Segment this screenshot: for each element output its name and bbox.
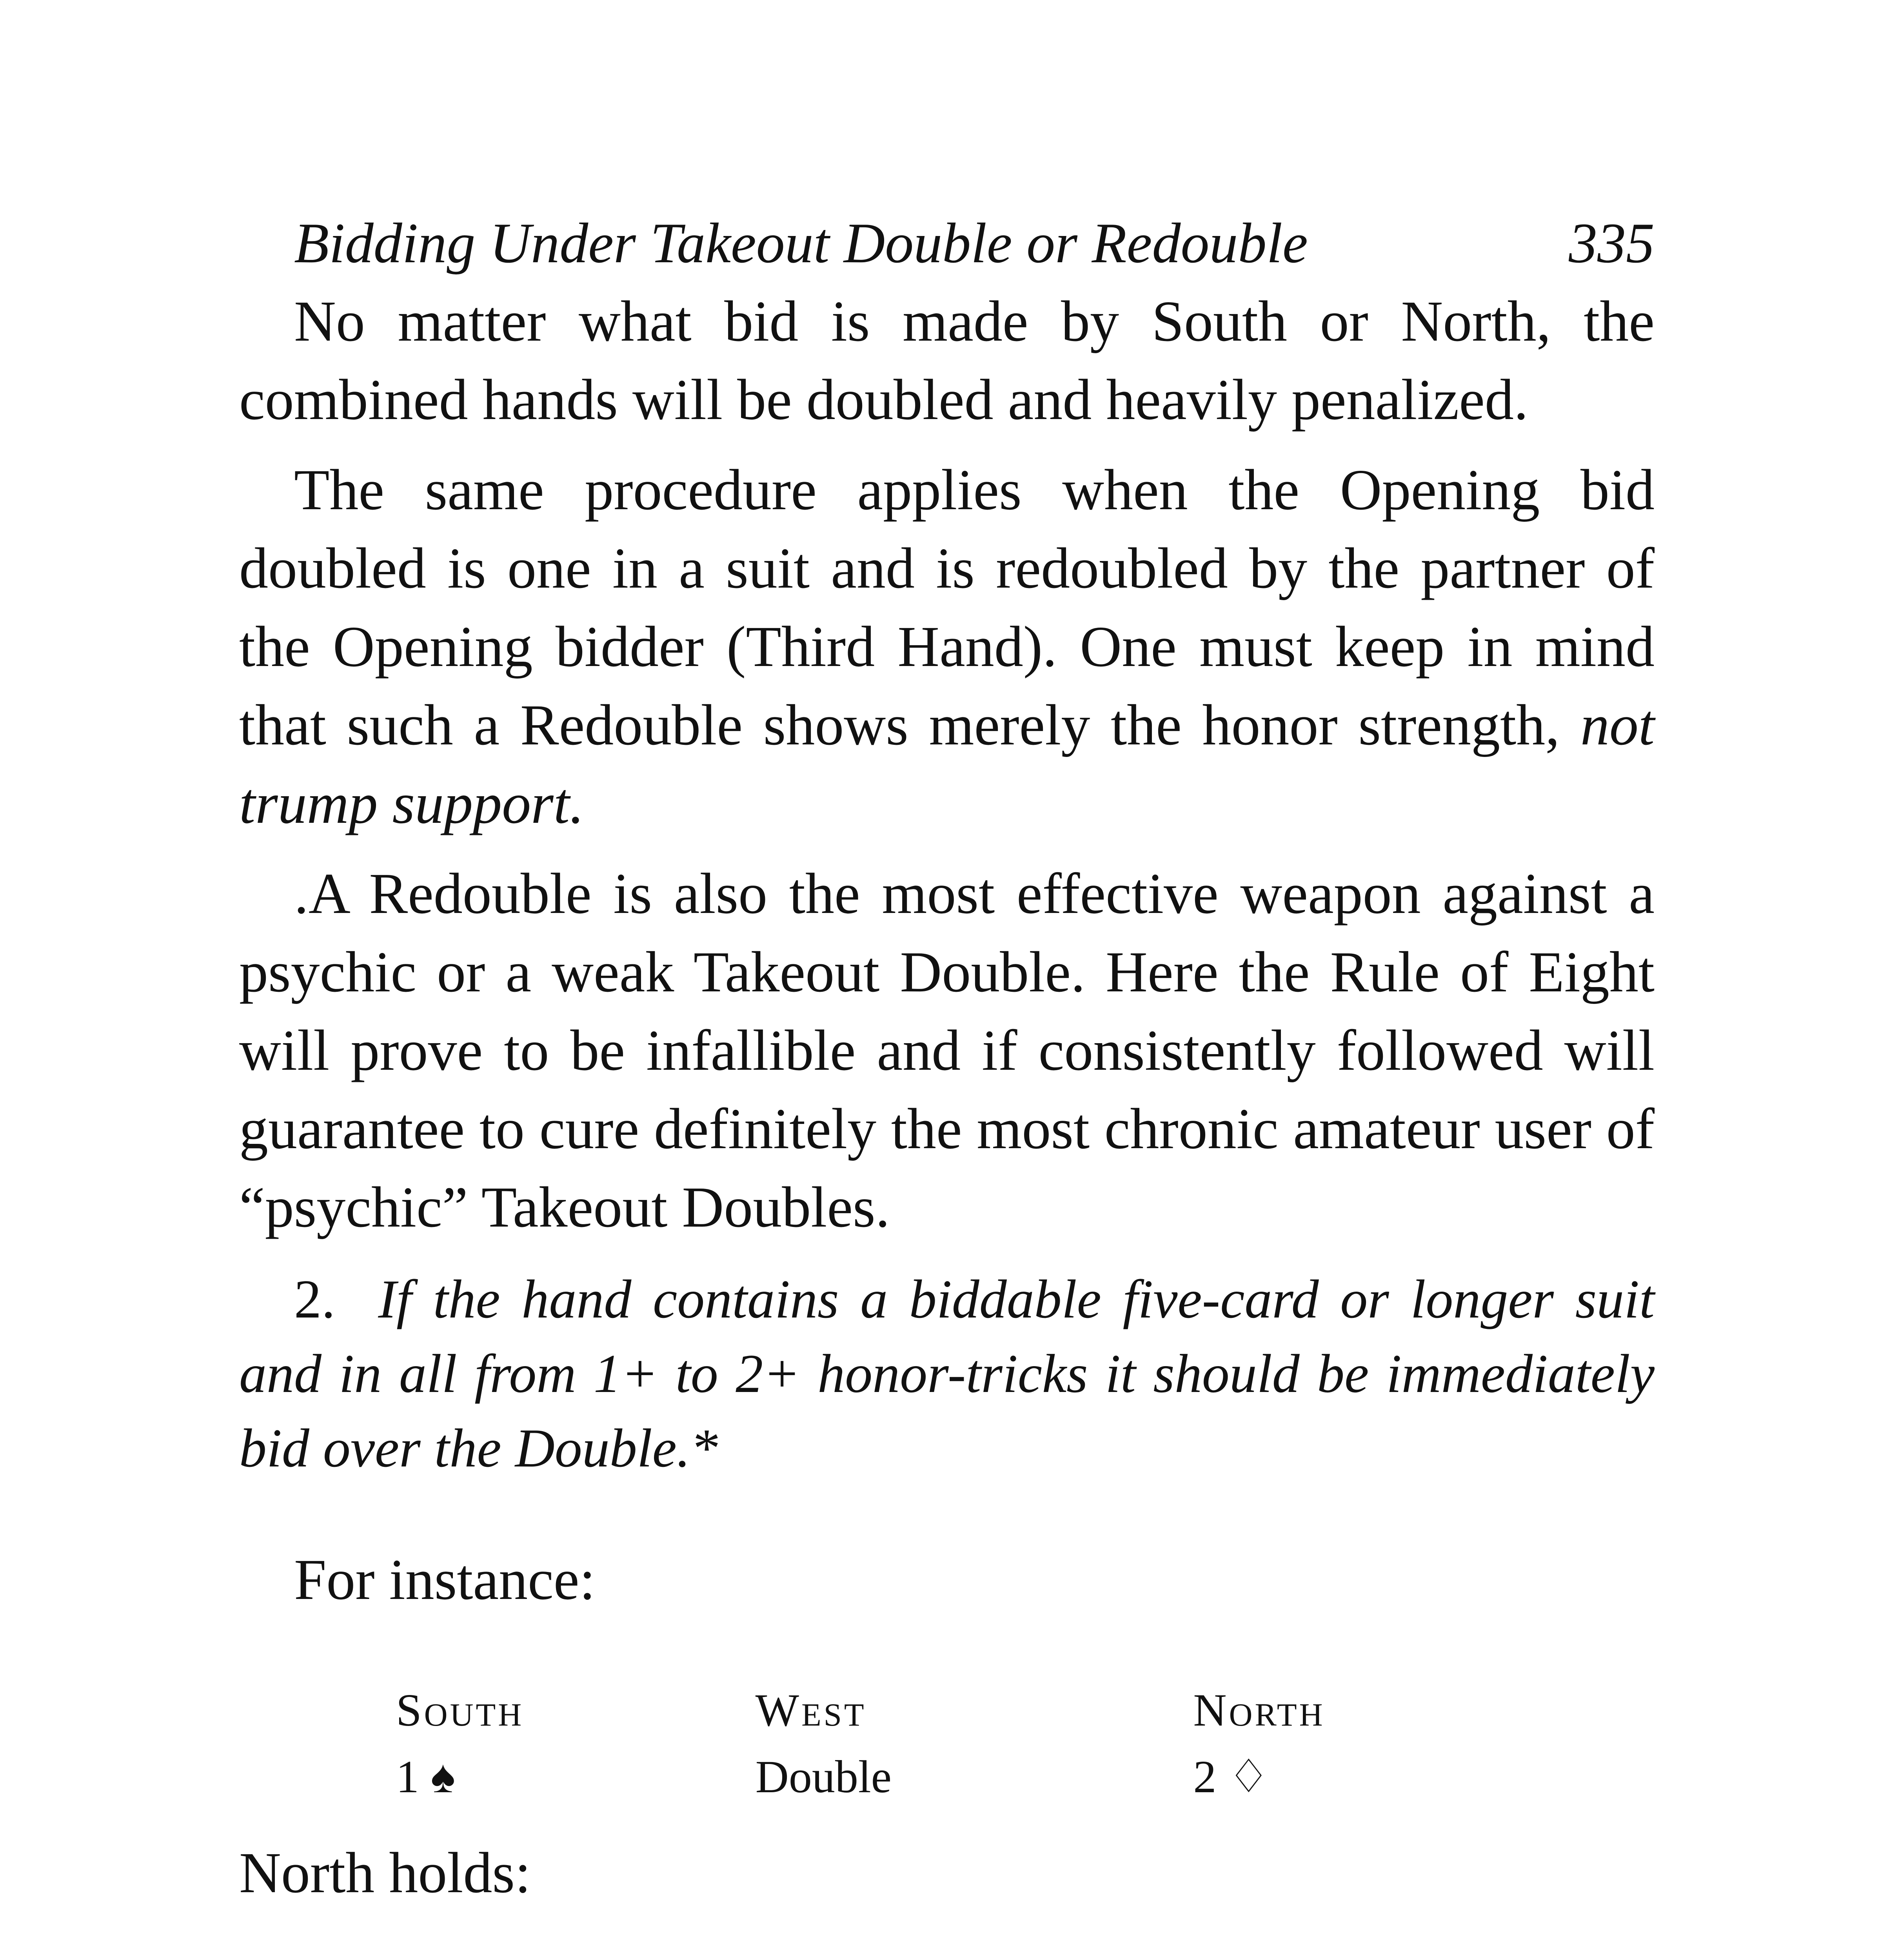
paragraph-redouble-procedure bbox=[239, 451, 1655, 843]
bidding-table bbox=[396, 1677, 1553, 1810]
paragraph-redouble-text: The same procedure applies when the Opening bid doubled is one in a suit and is redoubled by the partner of the Opening bidder (Third Hand). One must keep in mind that such a Redouble shows merely the honor strength, bbox=[239, 458, 1655, 757]
rule-number: 2. bbox=[294, 1269, 335, 1330]
rule-two bbox=[239, 1262, 1655, 1486]
bidding-header-west: West bbox=[755, 1684, 866, 1736]
paragraph-psychic-double: .A Redouble is also the most effective weapon against a psychic or a weak Takeout Double. Here the Rule of Eight will prove to be infallible and if consistently followed will guarantee to cure definitely the most chronic amateur user of “psychic” Takeout Doubles. bbox=[239, 862, 1655, 1240]
instance-intro: For instance: bbox=[294, 1548, 596, 1612]
bidding-header-south: South bbox=[396, 1684, 524, 1736]
page-number: 335 bbox=[1569, 211, 1655, 275]
running-title: Bidding Under Takeout Double or Redouble bbox=[294, 211, 1308, 275]
bidding-call-south: 1 ♠ bbox=[396, 1751, 456, 1802]
bidding-call-north: 2 ♢ bbox=[1193, 1751, 1270, 1802]
north-holds-label: North holds: bbox=[239, 1841, 531, 1905]
bidding-call-west: Double bbox=[755, 1751, 892, 1802]
bidding-header-row bbox=[396, 1677, 1553, 1744]
running-head bbox=[294, 204, 1655, 282]
bidding-call-row bbox=[396, 1744, 1553, 1810]
bidding-header-north: North bbox=[1193, 1684, 1325, 1736]
rule-text: If the hand contains a biddable five-card or longer suit and in all from 1+ to 2+ honor-tricks it should be immediately bid over the Double.* bbox=[239, 1269, 1655, 1479]
paragraph-penalized: No matter what bid is made by South or North, the combined hands will be doubled and heavily penalized. bbox=[239, 289, 1655, 432]
book-page bbox=[239, 204, 1655, 1960]
paragraph-redouble-emphasis: not trump support. bbox=[239, 693, 1655, 836]
